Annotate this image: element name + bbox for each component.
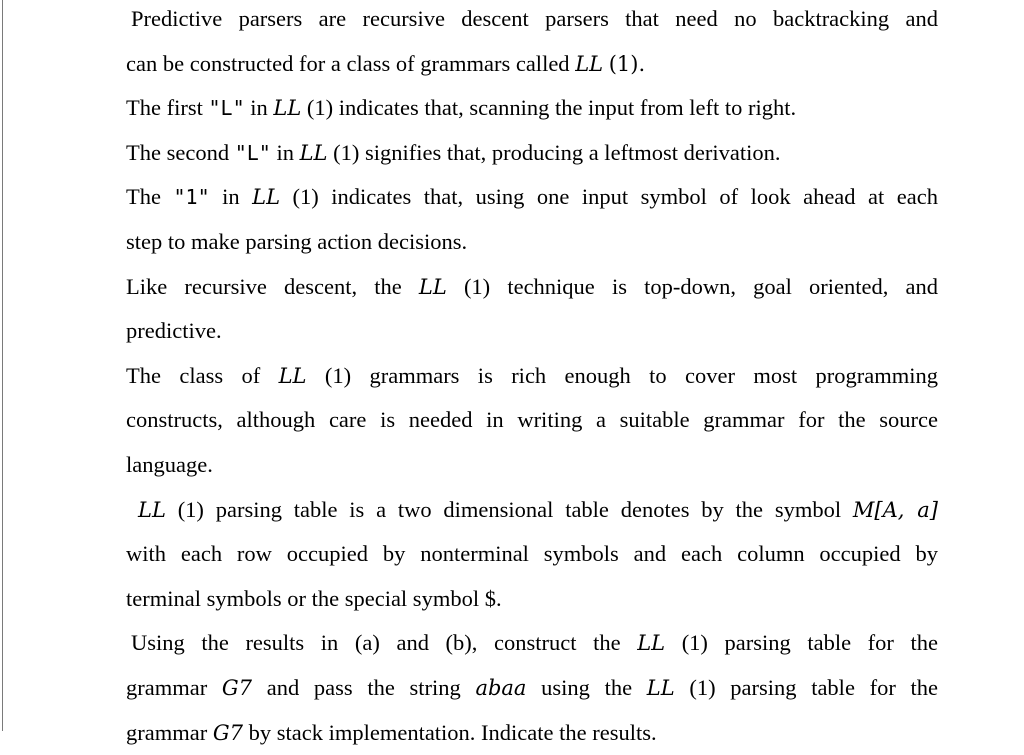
ll-symbol: LL [575, 52, 603, 76]
text-line-10 [126, 398, 938, 443]
line-1-text: Predictive parsers are recursive descent parsers that need no backtracking and [131, 6, 938, 31]
line-4-post: (1) signifies that, producing a leftmost derivation. [333, 140, 780, 165]
line-9-post: (1) grammars is rich enough to cover most programming [325, 363, 938, 388]
text-line-4 [126, 131, 938, 176]
document-body [126, 0, 938, 755]
line-3-pre: The first [126, 95, 208, 120]
text-line-12 [126, 488, 938, 533]
line-4-mid: in [276, 140, 299, 165]
line-17-post: by stack implementation. Indicate the results. [249, 720, 657, 745]
text-line-1 [126, 0, 938, 42]
text-line-8 [126, 309, 938, 354]
grammar-symbol: G7 [213, 721, 243, 745]
ll-symbol: LL [637, 631, 665, 655]
quoted-symbol: "L" [208, 96, 244, 120]
line-7-post: (1) technique is top-down, goal oriented, and [464, 274, 938, 299]
line-16-post: (1) parsing table for the [689, 675, 938, 700]
line-13-text: with each row occupied by nonterminal symbols and each column occupied by [126, 541, 938, 566]
line-2-post: (1). [609, 52, 645, 76]
text-line-2 [126, 42, 938, 87]
ll-symbol: LL [252, 185, 280, 209]
text-line-15 [126, 621, 938, 666]
ll-symbol: LL [300, 141, 328, 165]
ll-symbol: LL [419, 275, 447, 299]
line-9-pre: The class of [126, 363, 279, 388]
text-line-6 [126, 220, 938, 265]
line-8-text: predictive. [126, 318, 222, 343]
quoted-symbol: "1" [173, 185, 209, 209]
text-line-9 [126, 354, 938, 399]
text-line-3 [126, 86, 938, 131]
text-line-5 [126, 175, 938, 220]
input-string: abaa [475, 676, 526, 700]
ll-symbol: LL [138, 498, 166, 522]
quoted-symbol: "L" [235, 141, 271, 165]
line-11-text: language. [126, 452, 213, 477]
table-symbol: M[A, a] [853, 498, 938, 522]
line-16-mid2: using the [541, 675, 647, 700]
line-5-mid: in [222, 184, 252, 209]
line-10-text: constructs, although care is needed in writing a suitable grammar for the source [126, 407, 938, 432]
line-5-post: (1) indicates that, using one input symbol of look ahead at each [293, 184, 938, 209]
line-17-pre: grammar [126, 720, 213, 745]
line-16-pre: grammar [126, 675, 222, 700]
line-14-text: terminal symbols or the special symbol $. [126, 586, 502, 611]
text-line-17 [126, 711, 938, 755]
grammar-symbol: G7 [222, 676, 252, 700]
line-6-text: step to make parsing action decisions. [126, 229, 467, 254]
ll-symbol: LL [273, 96, 301, 120]
line-3-mid: in [250, 95, 273, 120]
line-15-post: (1) parsing table for the [682, 630, 938, 655]
ll-symbol: LL [647, 676, 675, 700]
line-3-post: (1) indicates that, scanning the input from left to right. [307, 95, 796, 120]
line-7-pre: Like recursive descent, the [126, 274, 419, 299]
ll-symbol: LL [279, 364, 307, 388]
line-15-pre: Using the results in (a) and (b), construct the [131, 630, 637, 655]
page-left-border [2, 0, 3, 731]
line-4-pre: The second [126, 140, 235, 165]
line-12-text: (1) parsing table is a two dimensional table denotes by the symbol [178, 497, 853, 522]
line-5-pre: The [126, 184, 173, 209]
text-line-11 [126, 443, 938, 488]
text-line-7 [126, 265, 938, 310]
text-line-14 [126, 577, 938, 622]
line-16-mid: and pass the string [267, 675, 476, 700]
line-2-pre: can be constructed for a class of grammars called [126, 51, 575, 76]
text-line-13 [126, 532, 938, 577]
text-line-16 [126, 666, 938, 711]
